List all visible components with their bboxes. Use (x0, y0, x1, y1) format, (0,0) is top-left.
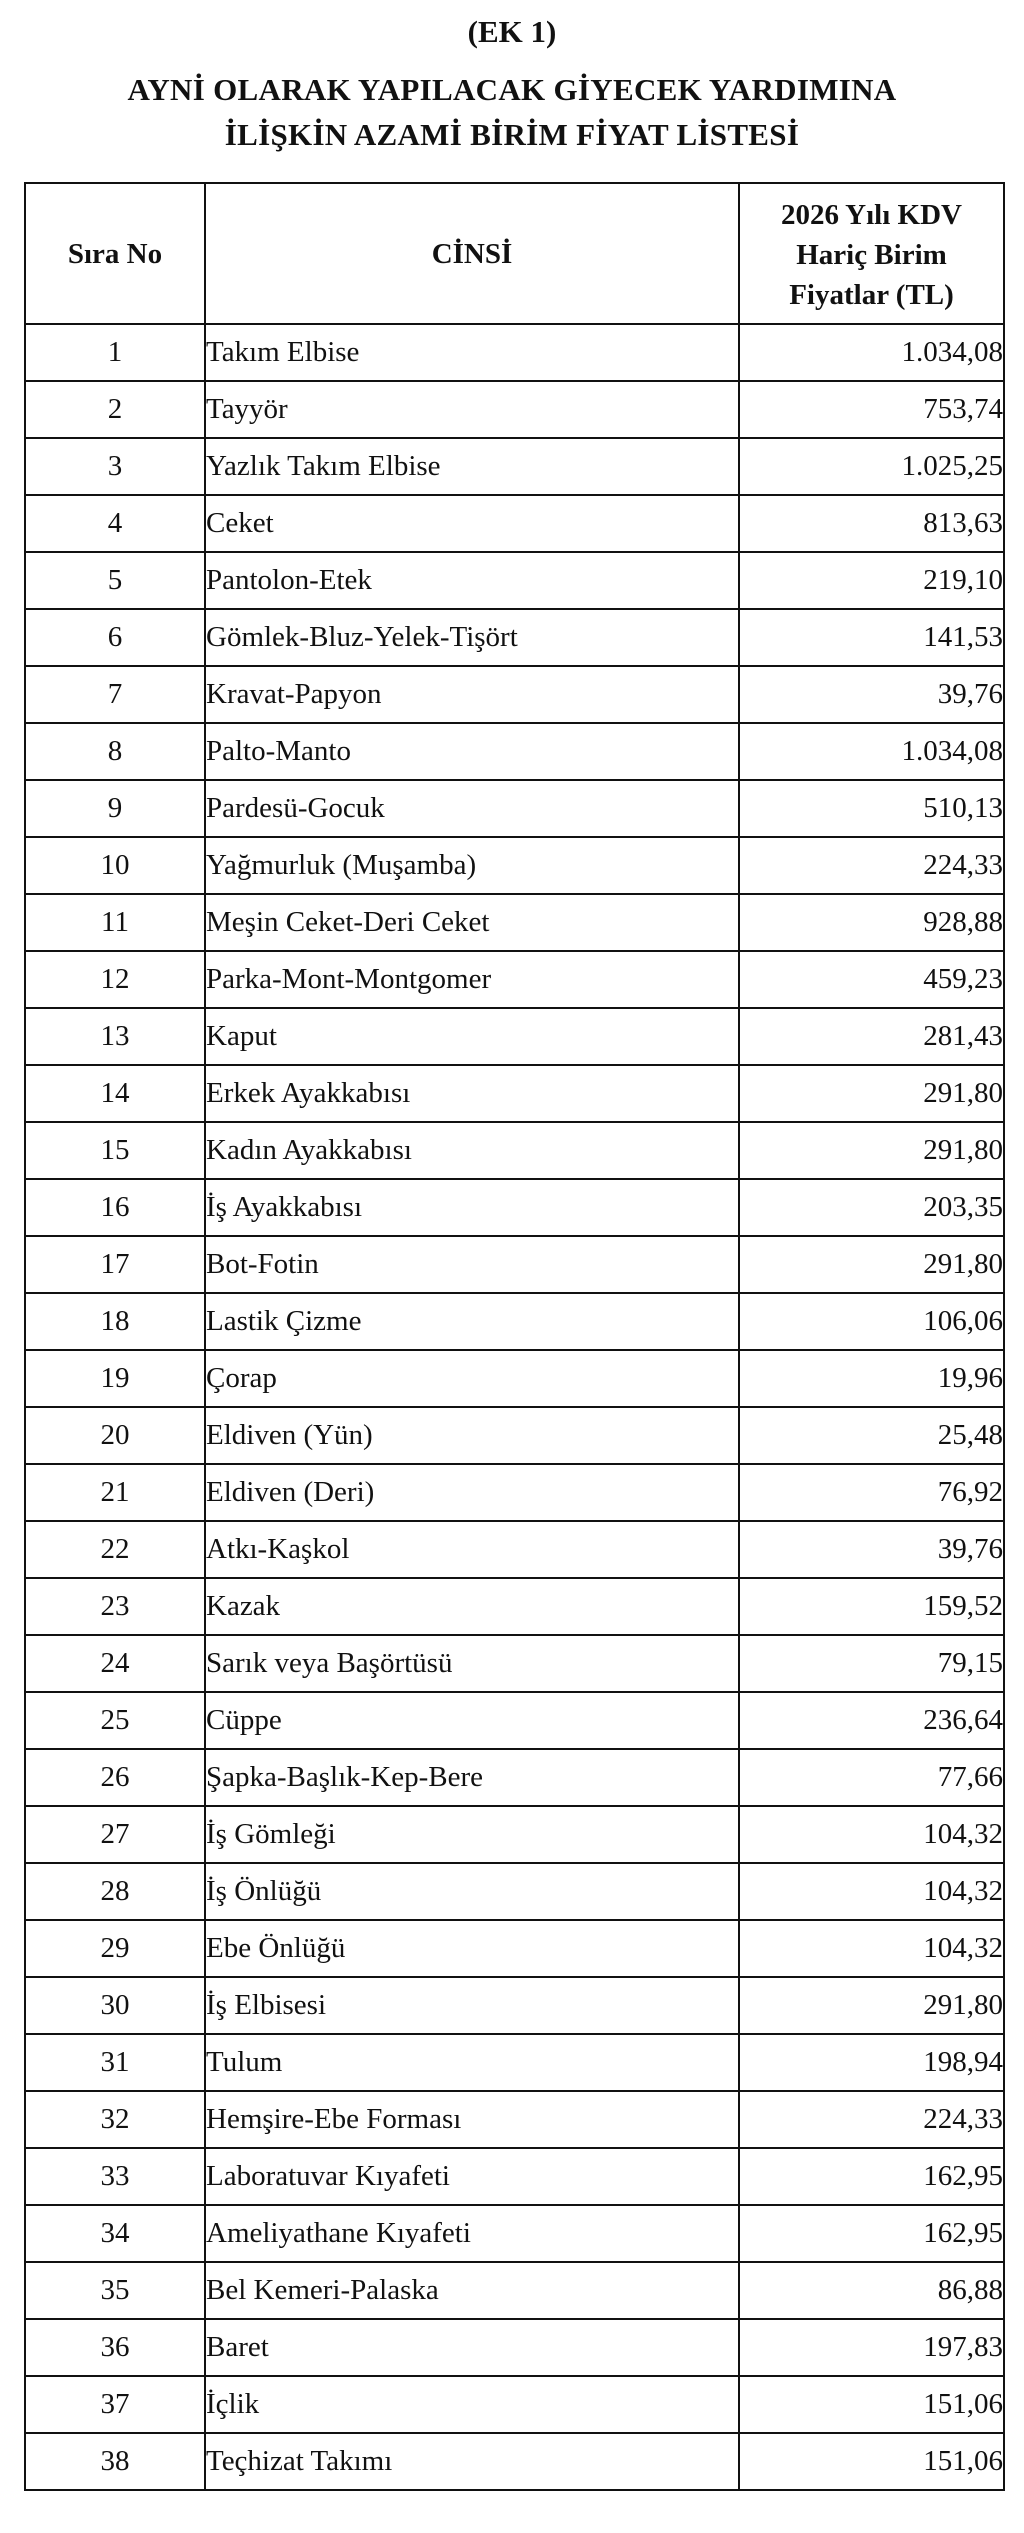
column-header-no: Sıra No (25, 183, 205, 324)
annex-label: (EK 1) (467, 14, 557, 49)
table-row (25, 1977, 1004, 2034)
row-number: 38 (25, 2433, 205, 2490)
row-number: 12 (25, 951, 205, 1008)
item-name: Lastik Çizme (205, 1293, 739, 1350)
item-name: İş Önlüğü (205, 1863, 739, 1920)
item-name: Ameliyathane Kıyafeti (205, 2205, 739, 2262)
row-number: 26 (25, 1749, 205, 1806)
item-price: 39,76 (739, 666, 1004, 723)
item-price: 510,13 (739, 780, 1004, 837)
row-number: 14 (25, 1065, 205, 1122)
row-number: 36 (25, 2319, 205, 2376)
row-number: 32 (25, 2091, 205, 2148)
row-number: 34 (25, 2205, 205, 2262)
table-row (25, 1122, 1004, 1179)
item-price: 104,32 (739, 1863, 1004, 1920)
item-price: 86,88 (739, 2262, 1004, 2319)
table-row (25, 1293, 1004, 1350)
item-price: 106,06 (739, 1293, 1004, 1350)
item-name: İş Gömleği (205, 1806, 739, 1863)
table-row (25, 780, 1004, 837)
item-name: Kravat-Papyon (205, 666, 739, 723)
item-name: Yazlık Takım Elbise (205, 438, 739, 495)
price-header-line-3: Fiyatlar (TL) (789, 278, 954, 311)
document-title-line-2: İLİŞKİN AZAMİ BİRİM FİYAT LİSTESİ (224, 117, 800, 152)
item-price: 197,83 (739, 2319, 1004, 2376)
item-price: 219,10 (739, 552, 1004, 609)
item-price: 224,33 (739, 837, 1004, 894)
row-number: 6 (25, 609, 205, 666)
table-row (25, 1350, 1004, 1407)
item-name: İş Ayakkabısı (205, 1179, 739, 1236)
item-name: Cüppe (205, 1692, 739, 1749)
item-price: 1.034,08 (739, 324, 1004, 381)
item-name: Atkı-Kaşkol (205, 1521, 739, 1578)
table-row (25, 381, 1004, 438)
item-price: 291,80 (739, 1122, 1004, 1179)
row-number: 27 (25, 1806, 205, 1863)
table-row (25, 1920, 1004, 1977)
row-number: 17 (25, 1236, 205, 1293)
item-name: İş Elbisesi (205, 1977, 739, 2034)
item-name: Kaput (205, 1008, 739, 1065)
table-row (25, 666, 1004, 723)
table-row (25, 1521, 1004, 1578)
price-header-line-1: 2026 Yılı KDV (781, 198, 962, 231)
table-row (25, 1464, 1004, 1521)
table-row (25, 1692, 1004, 1749)
row-number: 16 (25, 1179, 205, 1236)
row-number: 3 (25, 438, 205, 495)
item-name: Eldiven (Yün) (205, 1407, 739, 1464)
column-header-name: CİNSİ (205, 183, 739, 324)
item-name: Tayyör (205, 381, 739, 438)
row-number: 8 (25, 723, 205, 780)
item-name: Kadın Ayakkabısı (205, 1122, 739, 1179)
item-name: Erkek Ayakkabısı (205, 1065, 739, 1122)
row-number: 7 (25, 666, 205, 723)
item-price: 1.025,25 (739, 438, 1004, 495)
item-name: Pardesü-Gocuk (205, 780, 739, 837)
table-row (25, 2319, 1004, 2376)
table-row (25, 2205, 1004, 2262)
item-name: Gömlek-Bluz-Yelek-Tişört (205, 609, 739, 666)
table-row (25, 1578, 1004, 1635)
table-row (25, 1065, 1004, 1122)
item-name: Sarık veya Başörtüsü (205, 1635, 739, 1692)
row-number: 23 (25, 1578, 205, 1635)
row-number: 37 (25, 2376, 205, 2433)
row-number: 15 (25, 1122, 205, 1179)
item-price: 19,96 (739, 1350, 1004, 1407)
item-price: 76,92 (739, 1464, 1004, 1521)
item-name: Ebe Önlüğü (205, 1920, 739, 1977)
item-name: İçlik (205, 2376, 739, 2433)
table-row (25, 1749, 1004, 1806)
item-price: 77,66 (739, 1749, 1004, 1806)
table-row (25, 1008, 1004, 1065)
item-name: Baret (205, 2319, 739, 2376)
row-number: 22 (25, 1521, 205, 1578)
table-row (25, 1236, 1004, 1293)
row-number: 19 (25, 1350, 205, 1407)
row-number: 4 (25, 495, 205, 552)
table-row (25, 324, 1004, 381)
item-price: 104,32 (739, 1920, 1004, 1977)
item-price: 25,48 (739, 1407, 1004, 1464)
row-number: 13 (25, 1008, 205, 1065)
item-price: 79,15 (739, 1635, 1004, 1692)
item-name: Laboratuvar Kıyafeti (205, 2148, 739, 2205)
table-header-row (25, 183, 1004, 324)
item-name: Bot-Fotin (205, 1236, 739, 1293)
document-title-line-1: AYNİ OLARAK YAPILACAK GİYECEK YARDIMINA (127, 72, 897, 107)
item-price: 104,32 (739, 1806, 1004, 1863)
item-name: Hemşire-Ebe Forması (205, 2091, 739, 2148)
row-number: 1 (25, 324, 205, 381)
item-price: 928,88 (739, 894, 1004, 951)
table-row (25, 1635, 1004, 1692)
row-number: 28 (25, 1863, 205, 1920)
row-number: 29 (25, 1920, 205, 1977)
item-name: Çorap (205, 1350, 739, 1407)
row-number: 31 (25, 2034, 205, 2091)
row-number: 25 (25, 1692, 205, 1749)
table-row (25, 723, 1004, 780)
table-row (25, 1407, 1004, 1464)
table-row (25, 837, 1004, 894)
table-row (25, 2262, 1004, 2319)
item-price: 753,74 (739, 381, 1004, 438)
row-number: 33 (25, 2148, 205, 2205)
item-price: 291,80 (739, 1065, 1004, 1122)
table-row (25, 495, 1004, 552)
table-row (25, 894, 1004, 951)
item-price: 224,33 (739, 2091, 1004, 2148)
item-name: Kazak (205, 1578, 739, 1635)
row-number: 20 (25, 1407, 205, 1464)
item-price: 39,76 (739, 1521, 1004, 1578)
column-header-price (739, 183, 1004, 324)
table-row (25, 1806, 1004, 1863)
item-name: Pantolon-Etek (205, 552, 739, 609)
table-row (25, 2433, 1004, 2490)
row-number: 11 (25, 894, 205, 951)
table-row (25, 2034, 1004, 2091)
item-name: Meşin Ceket-Deri Ceket (205, 894, 739, 951)
item-name: Palto-Manto (205, 723, 739, 780)
item-price: 151,06 (739, 2376, 1004, 2433)
item-price: 203,35 (739, 1179, 1004, 1236)
item-price: 159,52 (739, 1578, 1004, 1635)
item-price: 151,06 (739, 2433, 1004, 2490)
item-price: 141,53 (739, 609, 1004, 666)
table-row (25, 951, 1004, 1008)
item-name: Tulum (205, 2034, 739, 2091)
item-price: 162,95 (739, 2205, 1004, 2262)
row-number: 9 (25, 780, 205, 837)
item-price: 236,64 (739, 1692, 1004, 1749)
table-row (25, 2148, 1004, 2205)
table-row (25, 1863, 1004, 1920)
table-row (25, 609, 1004, 666)
table-body (25, 324, 1004, 2490)
row-number: 35 (25, 2262, 205, 2319)
item-name: Şapka-Başlık-Kep-Bere (205, 1749, 739, 1806)
price-header-line-2: Hariç Birim (796, 238, 947, 271)
row-number: 21 (25, 1464, 205, 1521)
item-name: Ceket (205, 495, 739, 552)
item-name: Eldiven (Deri) (205, 1464, 739, 1521)
table-row (25, 552, 1004, 609)
row-number: 5 (25, 552, 205, 609)
item-name: Teçhizat Takımı (205, 2433, 739, 2490)
row-number: 2 (25, 381, 205, 438)
item-price: 162,95 (739, 2148, 1004, 2205)
item-name: Parka-Mont-Montgomer (205, 951, 739, 1008)
row-number: 10 (25, 837, 205, 894)
price-list-table (24, 182, 1005, 2491)
row-number: 18 (25, 1293, 205, 1350)
item-name: Takım Elbise (205, 324, 739, 381)
item-price: 813,63 (739, 495, 1004, 552)
item-price: 198,94 (739, 2034, 1004, 2091)
row-number: 24 (25, 1635, 205, 1692)
item-price: 291,80 (739, 1977, 1004, 2034)
table-row (25, 2091, 1004, 2148)
table-row (25, 2376, 1004, 2433)
item-price: 281,43 (739, 1008, 1004, 1065)
item-price: 459,23 (739, 951, 1004, 1008)
item-price: 291,80 (739, 1236, 1004, 1293)
item-name: Bel Kemeri-Palaska (205, 2262, 739, 2319)
table-row (25, 438, 1004, 495)
table-row (25, 1179, 1004, 1236)
item-name: Yağmurluk (Muşamba) (205, 837, 739, 894)
item-price: 1.034,08 (739, 723, 1004, 780)
row-number: 30 (25, 1977, 205, 2034)
